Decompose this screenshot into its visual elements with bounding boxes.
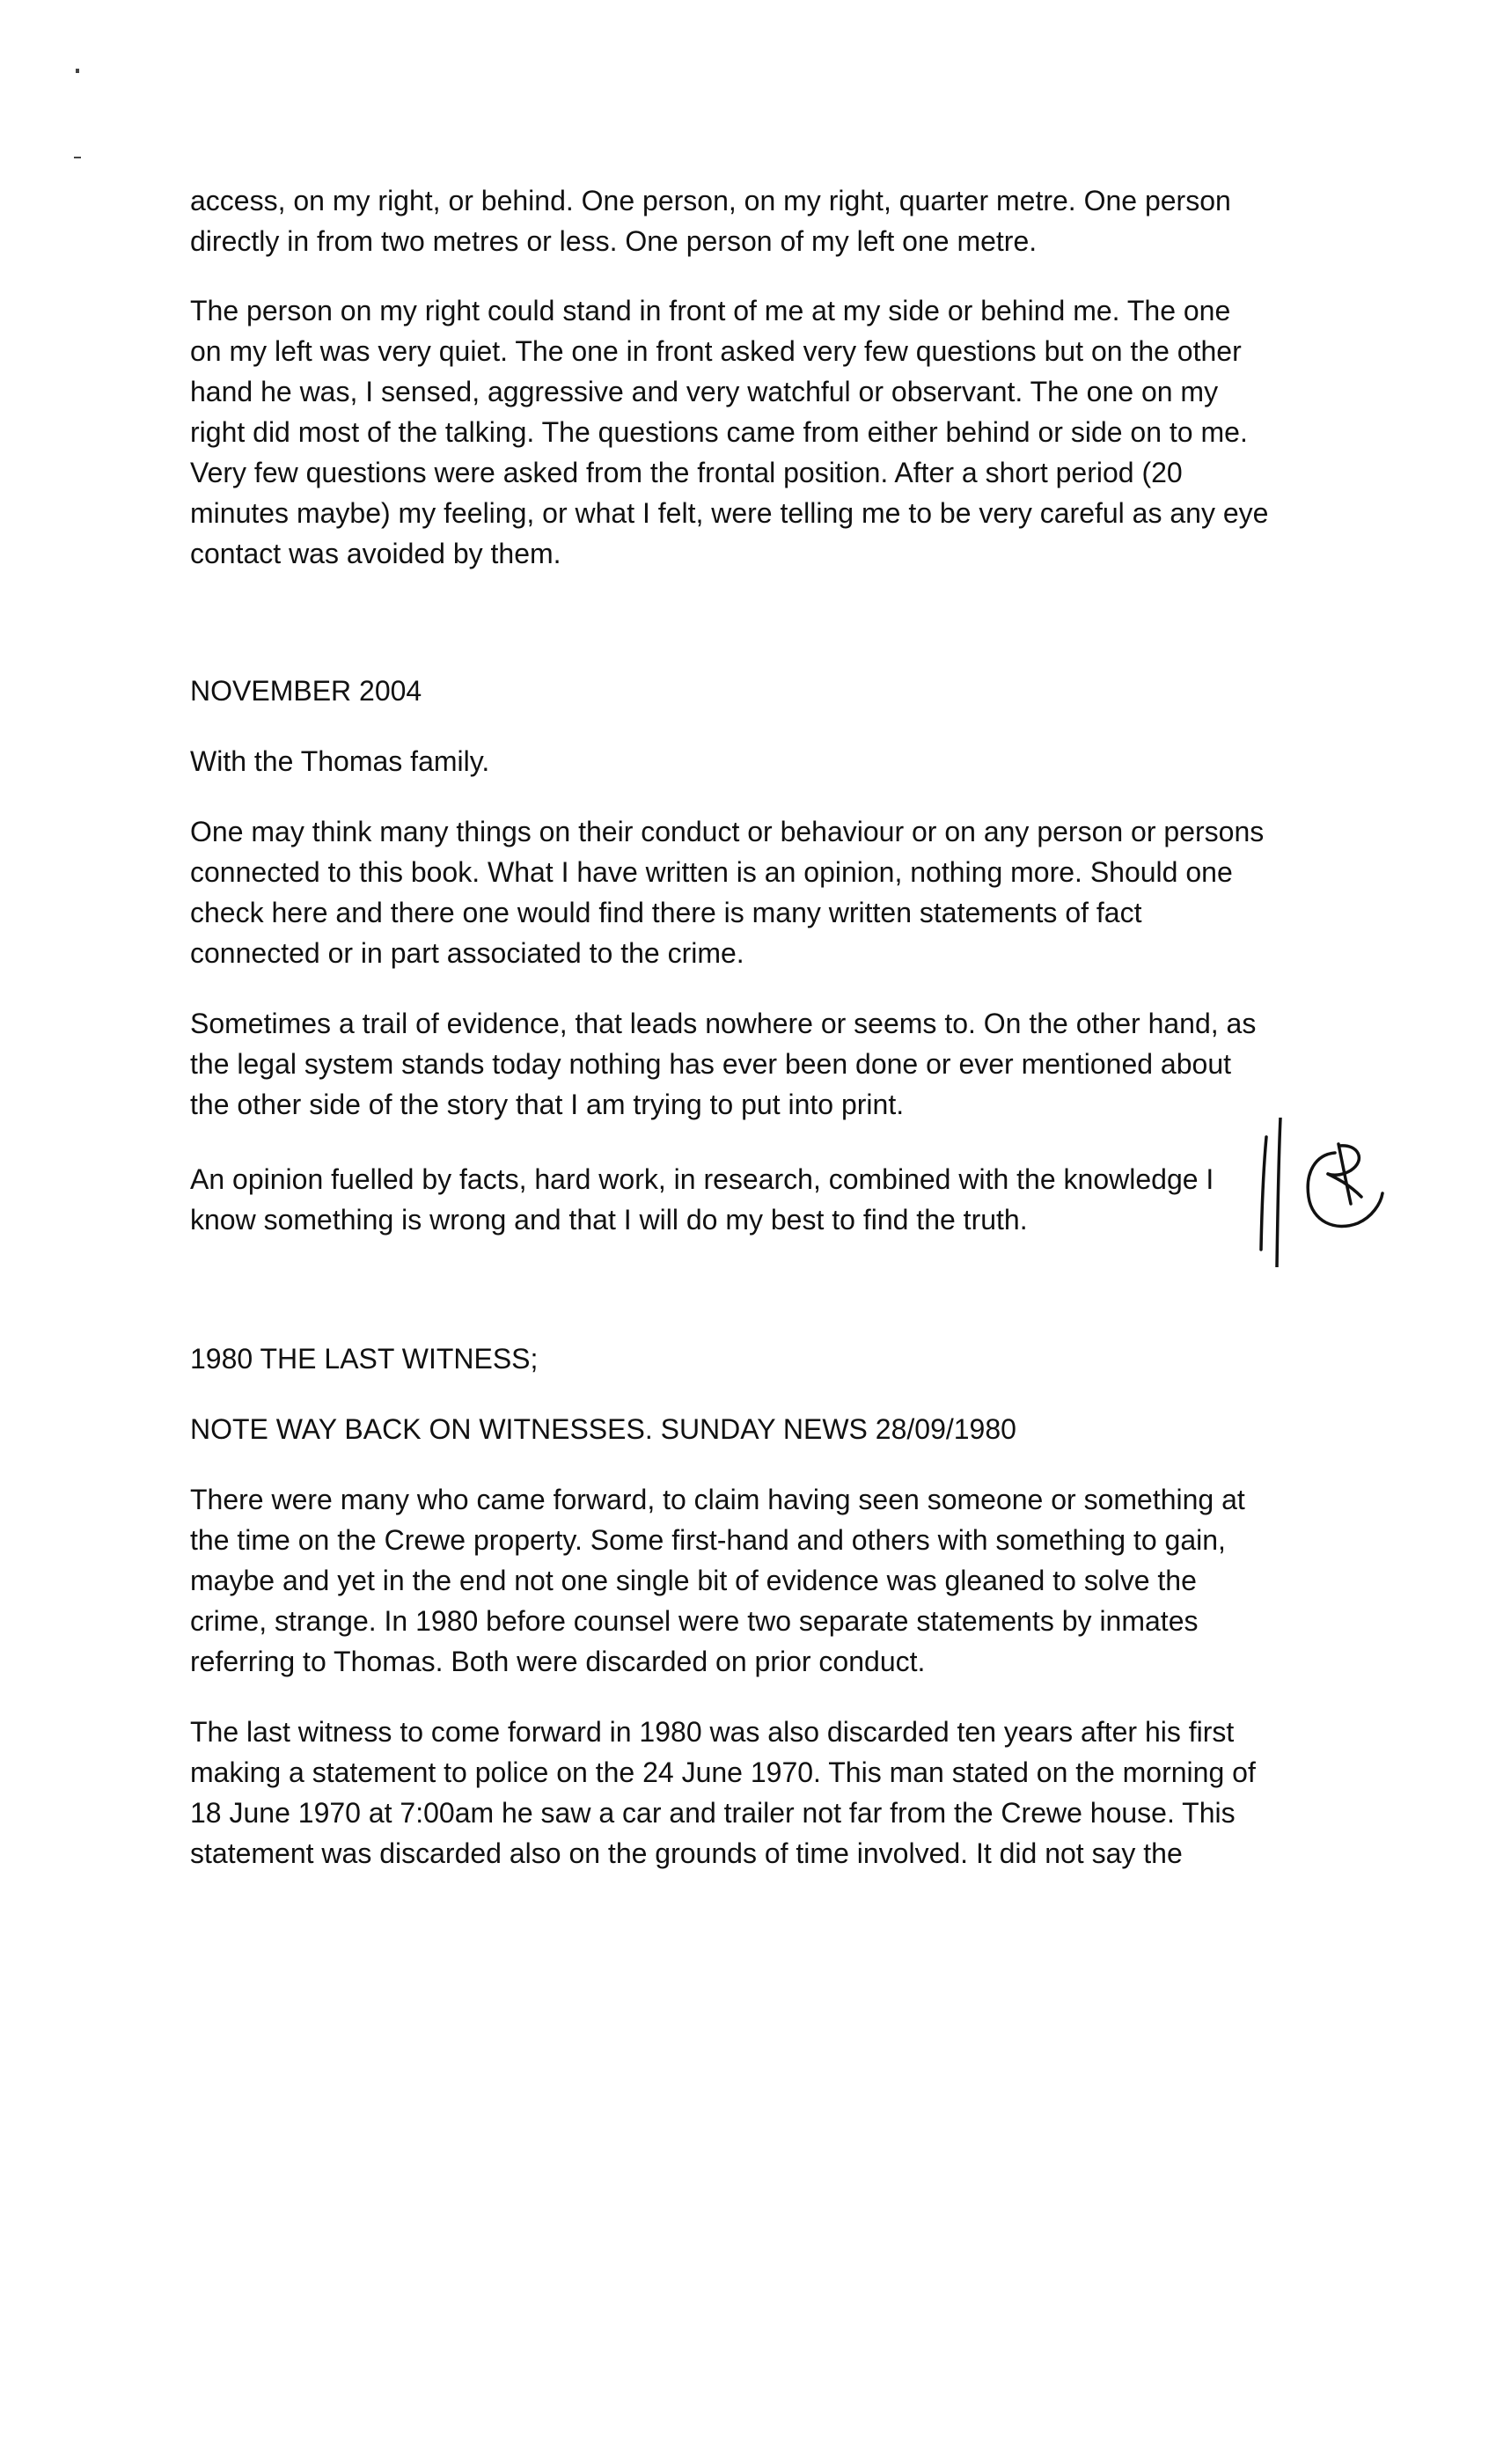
text-line: An opinion fuelled by facts, hard work, in research, combined with the knowledge I	[190, 1163, 1214, 1195]
text-line: statement was discarded also on the grounds of time involved. It did not say the	[190, 1837, 1183, 1869]
text-line: hand he was, I sensed, aggressive and very watchful or observant. The one on my	[190, 376, 1219, 407]
text-line: Sometimes a trail of evidence, that leads nowhere or seems to. On the other hand, as	[190, 1008, 1257, 1039]
text-line: connected or in part associated to the crime.	[190, 937, 744, 969]
thomas-family-line: With the Thomas family.	[190, 745, 490, 777]
paragraph-last-witness	[190, 1712, 1299, 1874]
text-line: access, on my right, or behind. One person, on my right, quarter metre. One person	[190, 185, 1231, 216]
section-heading-last-witness: 1980 THE LAST WITNESS;	[190, 1343, 539, 1375]
text-line: minutes maybe) my feeling, or what I felt, were telling me to be very careful as any eye	[190, 497, 1269, 529]
text-line: the legal system stands today nothing has ever been done or ever mentioned about	[190, 1048, 1231, 1080]
text-line: referring to Thomas. Both were discarded on prior conduct.	[190, 1646, 926, 1677]
text-line: on my left was very quiet. The one in front asked very few questions but on the other	[190, 335, 1242, 367]
paragraph-opinion	[190, 811, 1299, 973]
text-line: The person on my right could stand in front of me at my side or behind me. The one	[190, 295, 1231, 326]
paragraph-trail-of-evidence	[190, 1003, 1299, 1125]
paragraph-interview-positions	[190, 180, 1299, 261]
section-heading-november-2004: NOVEMBER 2004	[190, 675, 422, 707]
text-line: crime, strange. In 1980 before counsel were two separate statements by inmates	[190, 1605, 1199, 1637]
text-line: making a statement to police on the 24 June 1970. This man stated on the morning of	[190, 1756, 1256, 1788]
text-line: 18 June 1970 at 7:00am he saw a car and trailer not far from the Crewe house. This	[190, 1797, 1236, 1829]
note-sunday-news: NOTE WAY BACK ON WITNESSES. SUNDAY NEWS 28/09/1980	[190, 1413, 1016, 1445]
paragraph-witnesses	[190, 1479, 1299, 1682]
scan-speck	[76, 69, 79, 73]
text-line: check here and there one would find there is many written statements of fact	[190, 897, 1142, 928]
text-line: The last witness to come forward in 1980 was also discarded ten years after his first	[190, 1716, 1235, 1748]
text-line: contact was avoided by them.	[190, 538, 561, 569]
scan-speck	[74, 157, 81, 158]
paragraph-find-the-truth	[190, 1159, 1299, 1240]
text-line: One may think many things on their conduct or behaviour or on any person or persons	[190, 816, 1265, 847]
text-line: the time on the Crewe property. Some first-hand and others with something to gain,	[190, 1524, 1226, 1556]
text-line: maybe and yet in the end not one single bit of evidence was gleaned to solve the	[190, 1565, 1197, 1596]
text-line: directly in from two metres or less. One person of my left one metre.	[190, 225, 1038, 257]
text-line: connected to this book. What I have written is an opinion, nothing more. Should one	[190, 856, 1233, 888]
text-line: Very few questions were asked from the frontal position. After a short period (20	[190, 457, 1183, 488]
handwritten-mark	[1254, 1118, 1386, 1267]
text-line: know something is wrong and that I will do my best to find the truth.	[190, 1204, 1028, 1236]
text-line: right did most of the talking. The questions came from either behind or side on to me.	[190, 416, 1248, 448]
text-line: There were many who came forward, to claim having seen someone or something at	[190, 1484, 1245, 1515]
text-line: the other side of the story that I am trying to put into print.	[190, 1089, 905, 1120]
paragraph-questioning	[190, 290, 1299, 574]
